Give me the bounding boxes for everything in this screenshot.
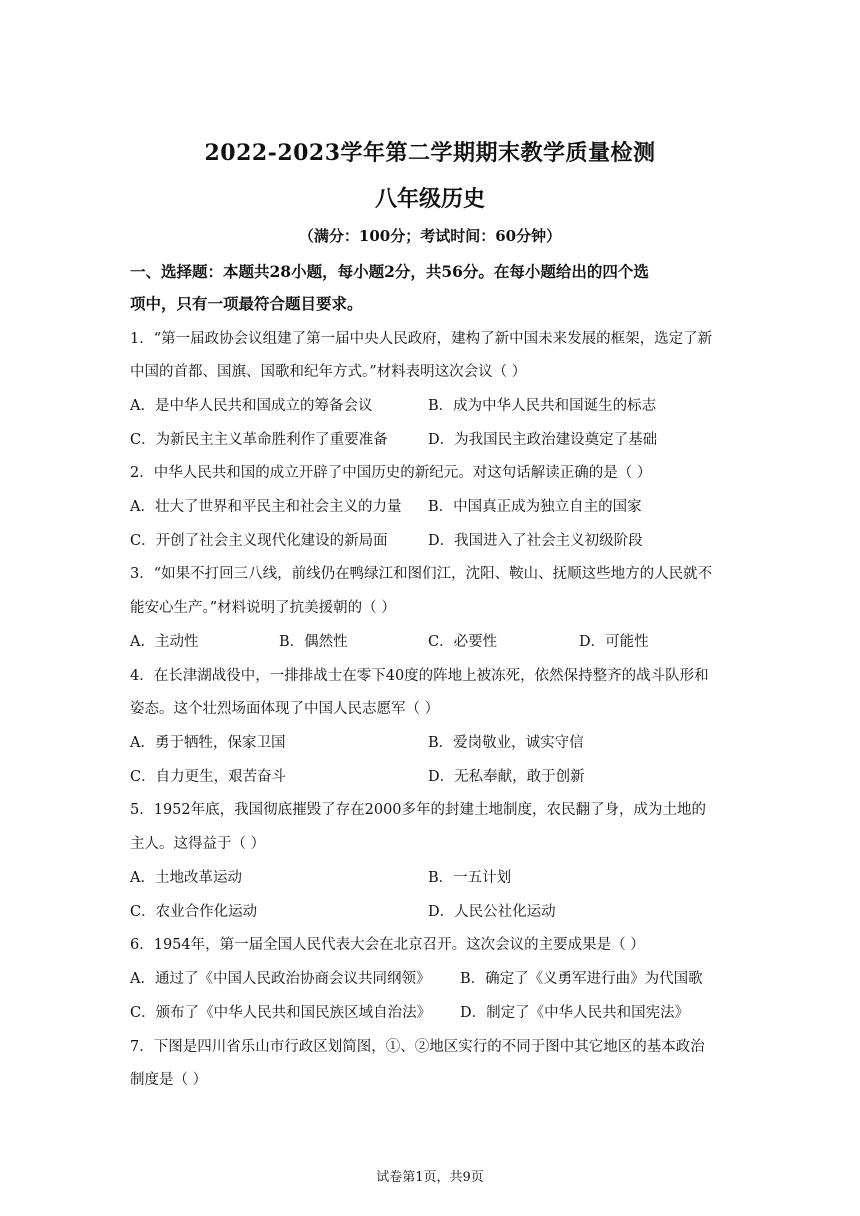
question-1-line-2: 中国的首都、国旗、国歌和纪年方式。”材料表明这次会议（ ） xyxy=(130,364,527,380)
question-5-line-1: 5．1952年底，我国彻底摧毁了存在2000多年的封建土地制度，农民翻了身，成为土地的 xyxy=(130,802,707,818)
question-6-option-a: A．通过了《中国人民政治协商会议共同纲领》 xyxy=(130,971,431,987)
section-heading-line-1: 一、选择题：本题共28小题，每小题2分，共56分。在每小题给出的四个选 xyxy=(130,262,649,281)
question-3-option-b: B．偶然性 xyxy=(279,634,348,650)
question-5-option-c: C．农业合作化运动 xyxy=(130,904,258,920)
question-2-option-c: C．开创了社会主义现代化建设的新局面 xyxy=(130,533,388,549)
question-1-option-d: D．为我国民主政治建设奠定了基础 xyxy=(428,432,658,448)
question-4-line-1: 4．在长津湖战役中，一排排战士在零下40度的阵地上被冻死，依然保持整齐的战斗队形和 xyxy=(130,668,709,684)
question-5-option-a: A．土地改革运动 xyxy=(130,870,242,886)
question-5-option-d: D．人民公社化运动 xyxy=(428,904,556,920)
exam-title: 2022-2023学年第二学期期末教学质量检测 xyxy=(204,140,656,166)
question-2-option-a: A．壮大了世界和平民主和社会主义的力量 xyxy=(130,499,402,515)
question-2-line-1: 2．中华人民共和国的成立开辟了中国历史的新纪元。对这句话解读正确的是（ ） xyxy=(130,465,652,481)
question-7-line-2: 制度是（ ） xyxy=(130,1072,208,1088)
question-2-option-d: D．我国进入了社会主义初级阶段 xyxy=(428,533,643,549)
question-5-option-b: B．一五计划 xyxy=(428,870,512,886)
exam-subject: 八年级历史 xyxy=(374,186,485,212)
question-6-option-b: B．确定了《义勇军进行曲》为代国歌 xyxy=(460,971,703,987)
question-3-option-c: C．必要性 xyxy=(428,634,498,650)
question-1-option-b: B．成为中华人民共和国诞生的标志 xyxy=(428,398,657,414)
question-4-option-a: A．勇于牺牲，保家卫国 xyxy=(130,735,286,751)
question-5-line-2: 主人。这得益于（ ） xyxy=(130,836,266,852)
question-6-line-1: 6．1954年，第一届全国人民代表大会在北京召开。这次会议的主要成果是（ ） xyxy=(130,937,645,953)
question-3-option-a: A．主动性 xyxy=(130,634,199,650)
question-4-option-c: C．自力更生，艰苦奋斗 xyxy=(130,769,287,785)
question-2-option-b: B．中国真正成为独立自主的国家 xyxy=(428,499,642,515)
question-7-line-1: 7．下图是四川省乐山市行政区划简图，①、②地区实行的不同于图中其它地区的基本政治 xyxy=(130,1039,705,1055)
page-footer: 试卷第1页，共9页 xyxy=(376,1170,484,1185)
question-4-line-2: 姿态。这个壮烈场面体现了中国人民志愿军（ ） xyxy=(130,701,440,717)
question-3-line-2: 能安心生产。”材料说明了抗美援朝的（ ） xyxy=(130,600,396,616)
question-4-option-b: B．爱岗敬业，诚实守信 xyxy=(428,735,584,751)
question-3-option-d: D．可能性 xyxy=(579,634,649,650)
section-heading-line-2: 项中，只有一项最符合题目要求。 xyxy=(130,294,363,313)
question-6-option-c: C．颁布了《中华人民共和国民族区域自治法》 xyxy=(130,1005,432,1021)
question-4-option-d: D．无私奉献，敢于创新 xyxy=(428,769,585,785)
question-3-line-1: 3．“如果不打回三八线，前线仍在鸭绿江和图们江，沈阳、鞍山、抚顺这些地方的人民就不 xyxy=(130,566,713,582)
exam-info: （满分：100分；考试时间：60分钟） xyxy=(298,227,562,245)
question-1-option-c: C．为新民主主义革命胜利作了重要准备 xyxy=(130,432,388,448)
question-6-option-d: D．制定了《中华人民共和国宪法》 xyxy=(460,1005,690,1021)
question-1-line-1: 1．“第一届政协会议组建了第一届中央人民政府，建构了新中国未来发展的框架，选定了新 xyxy=(130,331,713,347)
question-1-option-a: A．是中华人民共和国成立的筹备会议 xyxy=(130,398,373,414)
